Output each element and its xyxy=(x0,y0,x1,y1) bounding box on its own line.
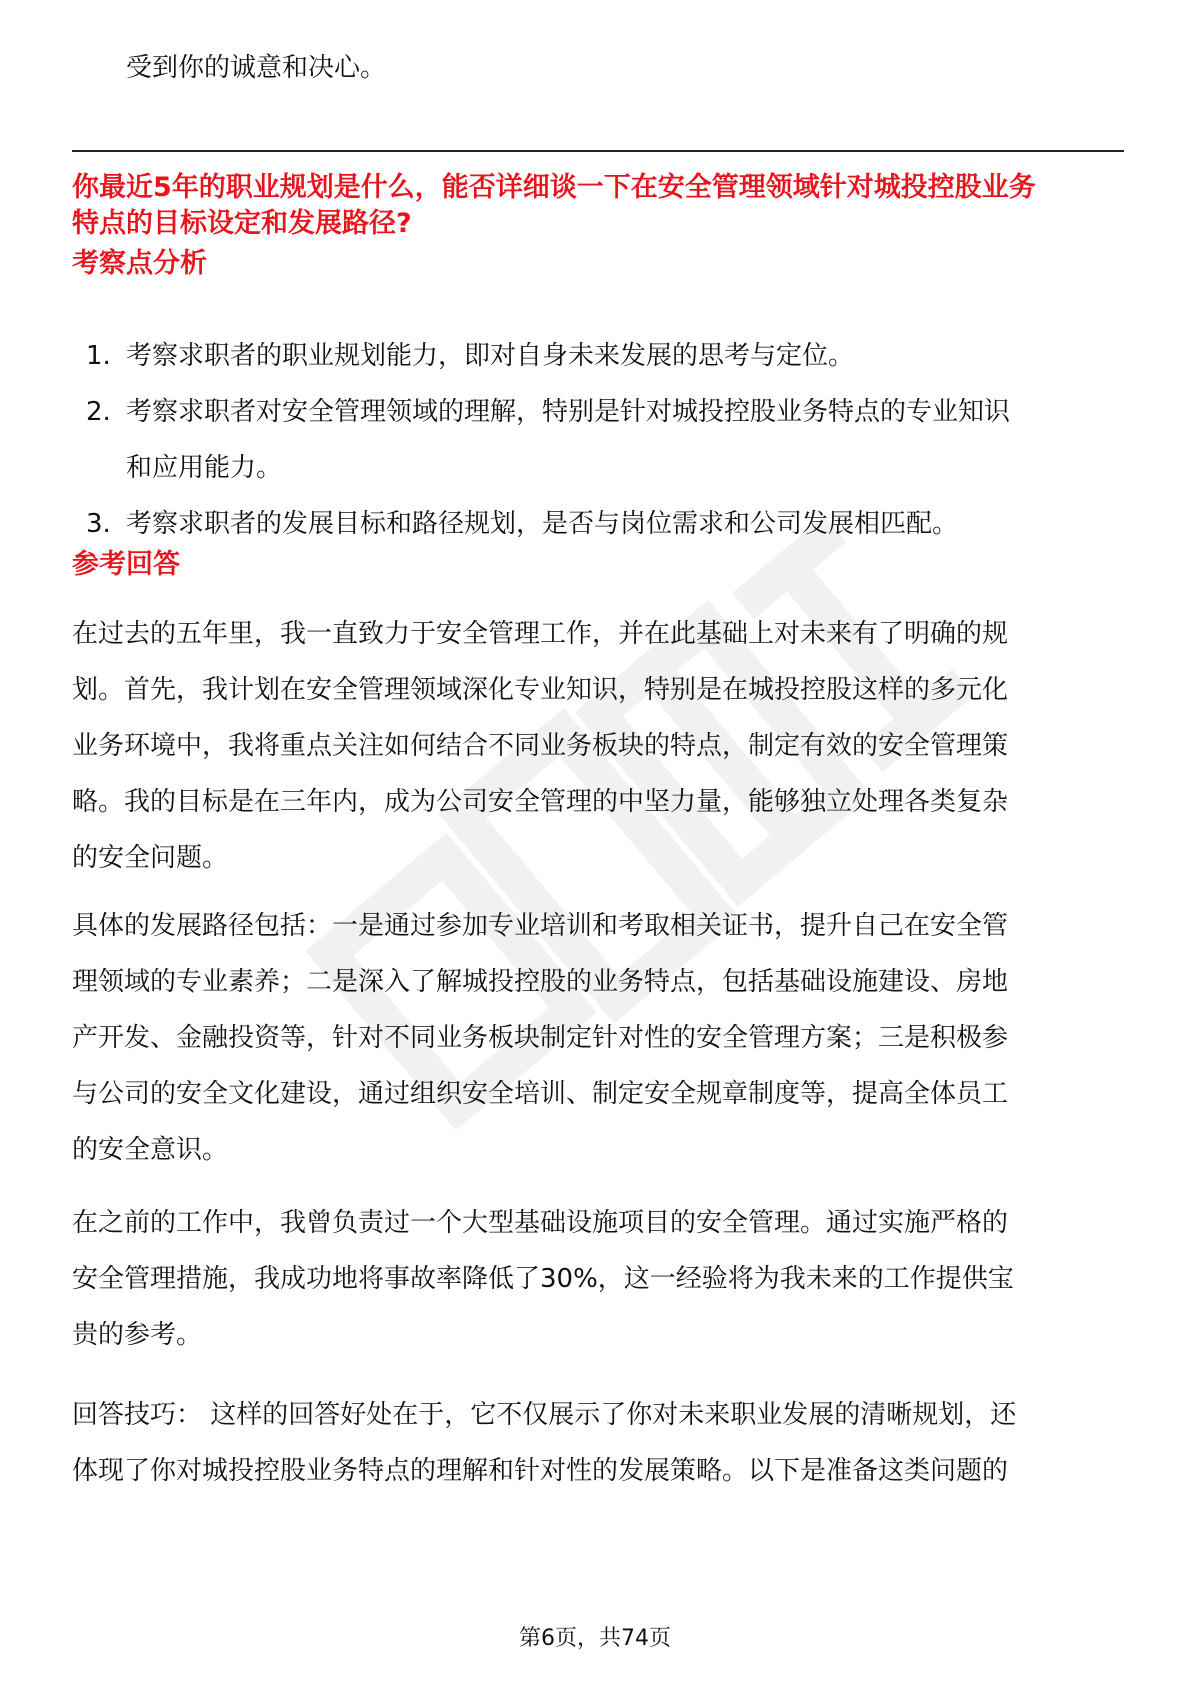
question-heading xyxy=(72,170,1124,242)
paragraph-line: 具体的发展路径包括：一是通过参加专业培训和考取相关证书，提升自己在安全管 xyxy=(72,911,1009,941)
page-number: 第6页，共74页 xyxy=(519,1626,671,1651)
paragraph-line: 的安全问题。 xyxy=(72,843,229,873)
list-item-number: 2. xyxy=(86,397,111,427)
answer-paragraph xyxy=(72,606,1124,886)
analysis-title: 考察点分析 xyxy=(72,248,207,279)
question-line: 你最近5年的职业规划是什么，能否详细谈一下在安全管理领域针对城投控股业务 xyxy=(72,172,1036,203)
answer-tips-paragraph xyxy=(72,1387,1124,1499)
question-line: 特点的目标设定和发展路径? xyxy=(72,208,412,239)
list-item-text: 和应用能力。 xyxy=(126,453,283,483)
analysis-list xyxy=(72,328,1124,552)
list-item xyxy=(72,328,1124,384)
list-item-number: 1. xyxy=(86,341,111,371)
list-item-text: 考察求职者的职业规划能力，即对自身未来发展的思考与定位。 xyxy=(126,341,855,371)
paragraph-line: 贵的参考。 xyxy=(72,1320,203,1350)
paragraph-line: 在之前的工作中，我曾负责过一个大型基础设施项目的安全管理。通过实施严格的 xyxy=(72,1208,1009,1238)
answer-paragraph xyxy=(72,898,1124,1178)
paragraph-line: 理领域的专业素养；二是深入了解城投控股的业务特点，包括基础设施建设、房地 xyxy=(72,967,1009,997)
paragraph-line: 划。首先，我计划在安全管理领域深化专业知识，特别是在城投控股这样的多元化 xyxy=(72,675,1009,705)
paragraph-line: 的安全意识。 xyxy=(72,1135,229,1165)
paragraph-line: 与公司的安全文化建设，通过组织安全培训、制定安全规章制度等，提高全体员工 xyxy=(72,1079,1009,1109)
continuation-text: 受到你的诚意和决心。 xyxy=(126,53,387,83)
paragraph-line: 业务环境中，我将重点关注如何结合不同业务板块的特点，制定有效的安全管理策 xyxy=(72,731,1009,761)
list-item xyxy=(72,496,1124,552)
section-divider xyxy=(72,150,1124,152)
list-item-text: 考察求职者对安全管理领域的理解，特别是针对城投控股业务特点的专业知识 xyxy=(126,397,1011,427)
list-item-number: 3. xyxy=(86,509,111,539)
paragraph-line: 略。我的目标是在三年内，成为公司安全管理的中坚力量，能够独立处理各类复杂 xyxy=(72,787,1009,817)
paragraph-line: 产开发、金融投资等，针对不同业务板块制定针对性的安全管理方案；三是积极参 xyxy=(72,1023,1009,1053)
paragraph-line: 体现了你对城投控股业务特点的理解和针对性的发展策略。以下是准备这类问题的 xyxy=(72,1456,1009,1486)
answer-paragraph xyxy=(72,1195,1124,1363)
paragraph-line: 回答技巧： 这样的回答好处在于，它不仅展示了你对未来职业发展的清晰规划，还 xyxy=(72,1400,1017,1430)
paragraph-line: 安全管理措施，我成功地将事故率降低了30%，这一经验将为我未来的工作提供宝 xyxy=(72,1264,1014,1294)
list-item-text: 考察求职者的发展目标和路径规划，是否与岗位需求和公司发展相匹配。 xyxy=(126,509,959,539)
list-item xyxy=(72,384,1124,496)
answer-title: 参考回答 xyxy=(72,549,180,580)
paragraph-line: 在过去的五年里，我一直致力于安全管理工作，并在此基础上对未来有了明确的规 xyxy=(72,619,1009,649)
